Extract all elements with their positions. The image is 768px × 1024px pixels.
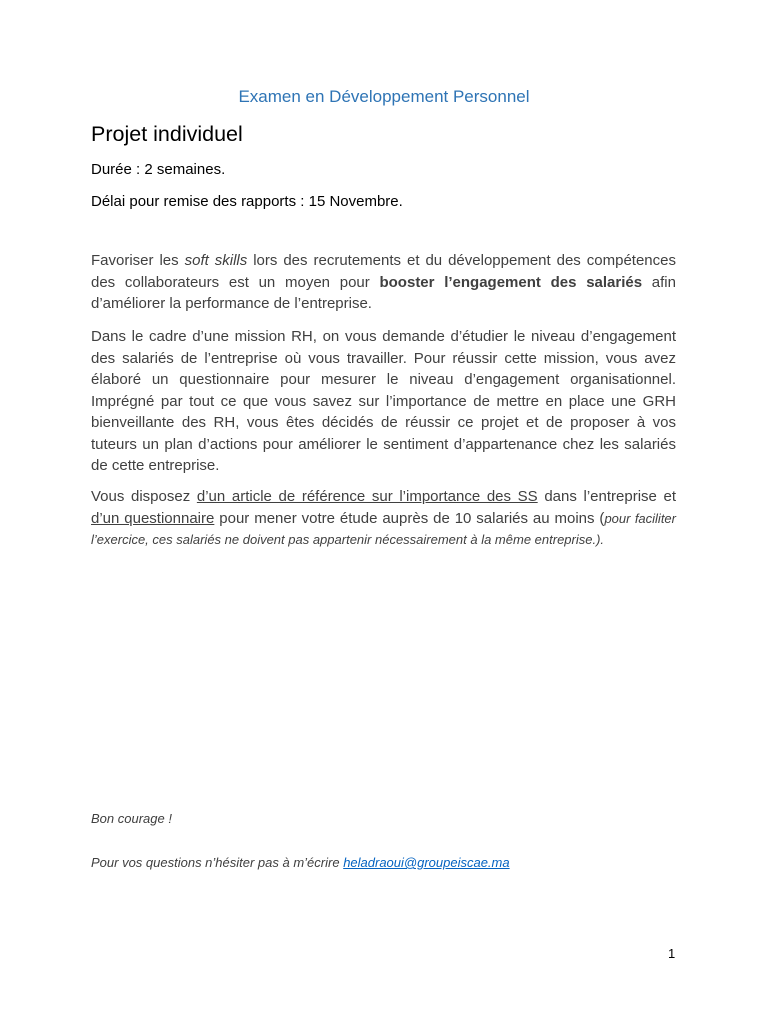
questionnaire-link[interactable]: d’un questionnaire [91, 509, 215, 527]
para3-text-a: Vous disposez [91, 488, 197, 505]
paragraph-mission: Dans le cadre d’une mission RH, on vous demande d’étudier le niveau d’engagement des salariés de l’entreprise où vous travailler. Pour réussir cette mission, vous avez élaboré un questionnaire pour mesurer le niveau d’engagement organisationnel. Imprégné par tout ce que vous savez sur l’importance de mettre en place une GRH bienveillante des RH, vous êtes décidés de réussir ce projet et de proposer à vos tuteurs un plan d’actions pour améliorer le sentiment d’appartenance chez les salariés de cette entreprise. [91, 328, 676, 474]
document-title: Examen en Développement Personnel [238, 87, 530, 106]
closing-courage: Bon courage ! [91, 811, 172, 826]
paragraph-resources [91, 486, 676, 551]
article-reference-link[interactable]: d’un article de référence sur l’importance des SS [196, 488, 538, 505]
para1-text-b: lors des recrutements et du développement des compétences des collaborateurs est un moyen pour [91, 252, 676, 291]
para1-text-a: Favoriser les [91, 252, 185, 269]
paragraph-intro [91, 250, 676, 315]
email-link[interactable]: heladraoui@groupeiscae.ma [343, 855, 510, 870]
para1-soft-skills: soft skills [184, 252, 248, 269]
para3-note: pour faciliter l’exercice, ces salariés ne doivent pas appartenir nécessairement à la même entreprise.). [91, 510, 676, 547]
project-heading: Projet individuel [91, 122, 243, 146]
duration-line: Durée : 2 semaines. [91, 161, 226, 178]
deadline-line: Délai pour remise des rapports : 15 Novembre. [91, 193, 403, 210]
contact-line [91, 854, 510, 872]
page-number: 1 [668, 946, 676, 961]
para3-text-b: dans l’entreprise et [537, 488, 677, 505]
para1-text-c: afin d’améliorer la performance de l’entreprise. [91, 273, 676, 312]
para1-bold: booster l’engagement des salariés [379, 273, 643, 291]
contact-text: Pour vos questions n’hésiter pas à m’écrire [91, 855, 344, 870]
para3-text-c: pour mener votre étude auprès de 10 salariés au moins ( [214, 509, 605, 527]
